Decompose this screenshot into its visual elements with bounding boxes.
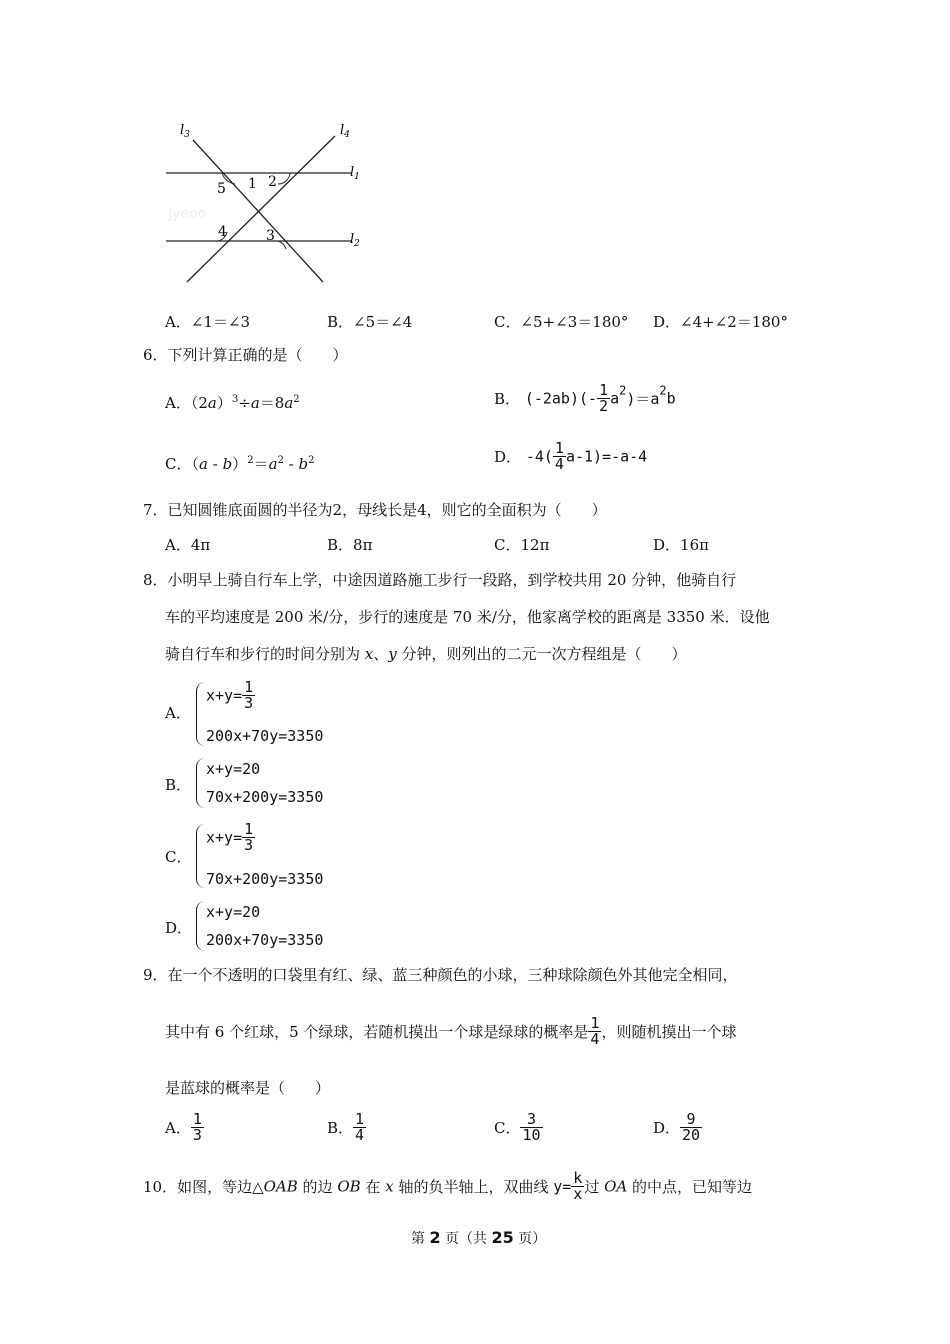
fraction-one-half: $\frac{1}{2}$ <box>599 381 609 415</box>
label-l3: $l_3$ <box>180 123 190 140</box>
q9-stem-line1: 9．在一个不透明的口袋里有红、绿、蓝三种颜色的小球，三种球除颜色外其他完全相同， <box>143 966 738 984</box>
equation-2: 70x+200y=3350 <box>206 870 324 888</box>
q7-option-d[interactable]: D．16π <box>653 536 709 554</box>
fraction: $\frac{1}{4}$ <box>355 1110 365 1144</box>
angle-label-3: 3 <box>266 228 275 244</box>
label-l2: $l_2$ <box>350 232 360 249</box>
fraction: $\frac{9}{20}$ <box>682 1110 701 1144</box>
q9-option-d[interactable]: D． $\frac{9}{20}$ <box>653 1110 701 1144</box>
figure-watermark: Jyeoo <box>168 206 207 222</box>
q7-stem: 7．已知圆锥底面圆的半径为2，母线长是4，则它的全面积为（ ） <box>143 501 607 519</box>
fraction: $\frac{3}{10}$ <box>522 1110 541 1144</box>
q5-option-c[interactable]: C．∠5+∠3＝180° <box>494 313 629 331</box>
q5-option-a[interactable]: A．∠1＝∠3 <box>165 313 251 331</box>
angle-label-4: 4 <box>218 224 227 240</box>
q8-stem-line3: 骑自行车和步行的时间分别为 x、y 分钟，则列出的二元一次方程组是（ ） <box>165 645 687 663</box>
page-number: 2 <box>429 1228 441 1247</box>
fraction: $\frac{1}{3}$ <box>192 1110 202 1144</box>
q6-option-a[interactable]: A．$(2a)^3\div a=8a^2$ <box>165 394 300 412</box>
q9-option-c[interactable]: C． $\frac{3}{10}$ <box>494 1110 541 1144</box>
fraction-one-third: $\frac{1}{3}$ <box>244 678 254 712</box>
q9-option-b[interactable]: B． $\frac{1}{4}$ <box>327 1110 365 1144</box>
q9-option-a[interactable]: A． $\frac{1}{3}$ <box>165 1110 202 1144</box>
total-pages: 25 <box>491 1228 514 1247</box>
angle-arc-3 <box>278 241 286 249</box>
fraction-k-over-x: $\frac{k}{x}$ <box>573 1169 583 1203</box>
brace <box>196 901 205 951</box>
equation-1: x+y=20 <box>206 903 261 921</box>
equation-1: x+y= $\frac{1}{3}$ <box>206 820 254 854</box>
q7-option-b[interactable]: B．8π <box>327 536 373 554</box>
brace <box>196 758 205 808</box>
brace <box>196 682 205 746</box>
q5-option-b[interactable]: B．∠5＝∠4 <box>327 313 413 331</box>
brace <box>196 824 205 888</box>
q10-stem: 10．如图，等边△OAB 的边 OB 在 x 轴的负半轴上，双曲线 y= $\frac{k}{x}$ 过 OA 的中点，已知等边 <box>143 1169 753 1203</box>
q6-stem: 6．下列计算正确的是（ ） <box>143 346 348 364</box>
q6-option-c[interactable]: C．$(a - b)^2=a^2 - b^2$ <box>165 455 315 473</box>
angle-label-2: 2 <box>268 174 277 190</box>
fraction-one-quarter: $\frac{1}{4}$ <box>590 1014 600 1048</box>
parallel-lines-figure <box>160 118 375 290</box>
equation-1: x+y=20 <box>206 760 261 778</box>
q8-stem-line1: 8．小明早上骑自行车上学，中途因道路施工步行一段路，到学校共用 20 分钟，他骑自行 <box>143 571 737 589</box>
equation-2: 200x+70y=3350 <box>206 727 324 745</box>
fraction-one-third: $\frac{1}{3}$ <box>244 820 254 854</box>
angle-label-5: 5 <box>217 181 226 197</box>
q6-option-d[interactable]: D． -4( $\frac{1}{4}$ a-1)=-a-4 <box>494 439 648 473</box>
page-footer: 第 2 页（共 25 页） <box>411 1228 547 1247</box>
q6-option-b[interactable]: B． (-2ab)(- $\frac{1}{2}$ $a^2)=a^2b$ <box>494 381 676 415</box>
equation-2: 200x+70y=3350 <box>206 931 324 949</box>
equation-1: x+y= $\frac{1}{3}$ <box>206 678 254 712</box>
q5-option-d[interactable]: D．∠4+∠2＝180° <box>653 313 788 331</box>
q7-option-a[interactable]: A．4π <box>165 536 211 554</box>
fraction-one-quarter: $\frac{1}{4}$ <box>554 439 564 473</box>
label-l1: $l_1$ <box>350 165 360 182</box>
label-l4: $l_4$ <box>340 123 350 140</box>
q9-stem-line2: 其中有 6 个红球，5 个绿球，若随机摸出一个球是绿球的概率是 $\frac{1}{4}$ ，则随机摸出一个球 <box>165 1014 737 1048</box>
q8-stem-line2: 车的平均速度是 200 米/分，步行的速度是 70 米/分，他家离学校的距离是 3350 米．设他 <box>165 608 770 626</box>
line-l3 <box>193 140 323 282</box>
q7-option-c[interactable]: C．12π <box>494 536 550 554</box>
q9-stem-line3: 是蓝球的概率是（ ） <box>165 1079 331 1097</box>
angle-label-1: 1 <box>248 176 257 192</box>
equation-2: 70x+200y=3350 <box>206 788 324 806</box>
